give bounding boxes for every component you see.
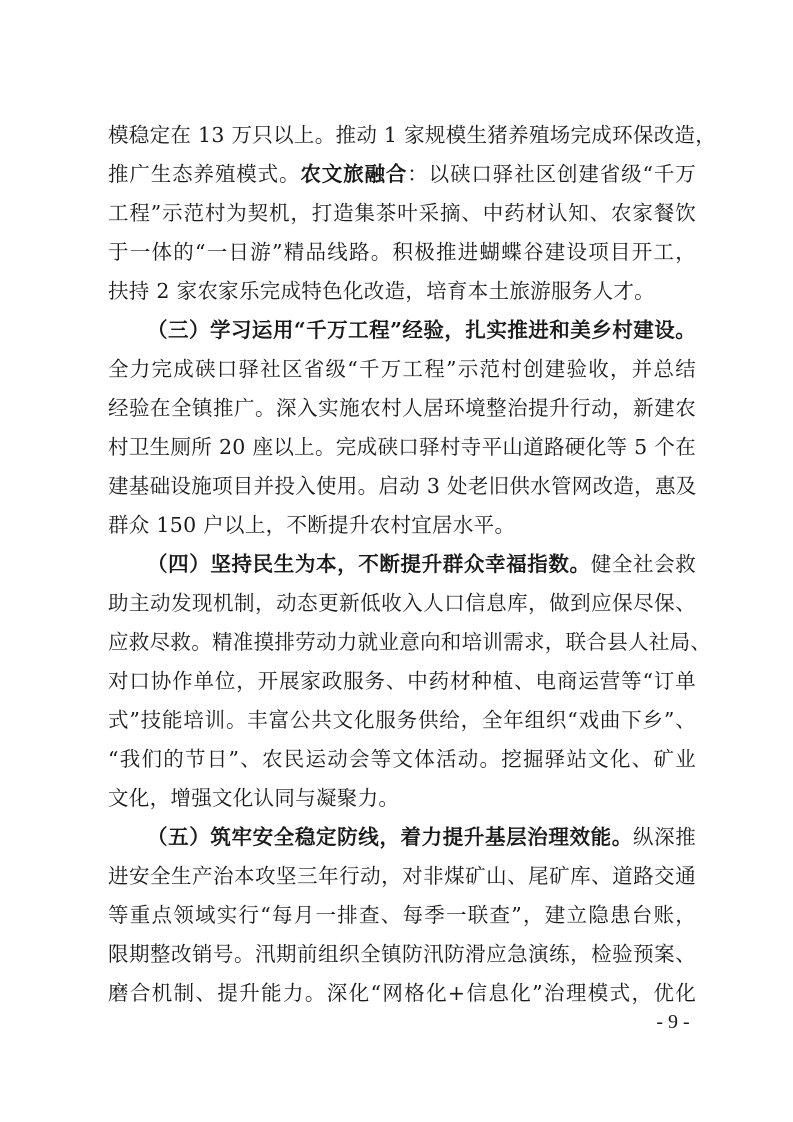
text-line: 全力完成硖口驿社区省级“千万工程”示范村创建验收，并总结	[108, 357, 696, 381]
text-line: 建基础设施项目并投入使用。启动 3 处老旧供水管网改造，惠及	[108, 474, 697, 498]
text-line: “我们的节日”、农民运动会等文体活动。挖掘驿站文化、矿业	[108, 747, 696, 771]
text-run: 纵深推	[632, 825, 696, 849]
text-line: 村卫生厕所 20 座以上。完成硖口驿村寺平山道路硬化等 5 个在	[108, 435, 696, 459]
text-line: 对口协作单位，开展家政服务、中药材种植、电商运营等“订单	[108, 669, 696, 693]
text-run: 推广生态养殖模式。	[108, 162, 301, 186]
section-heading-3	[147, 316, 696, 344]
page-number: - 9 -	[656, 1011, 690, 1033]
text-line: 助主动发现机制，动态更新低收入人口信息库，做到应保尽保、	[108, 591, 696, 615]
text-line: 等重点领域实行“每月一排查、每季一联查”，建立隐患台账，	[108, 903, 696, 927]
text-run: ：以硖口驿社区创建省级“千万	[407, 162, 696, 186]
text-line: 扶持 2 家农家乐完成特色化改造，培育本土旅游服务人才。	[108, 279, 655, 303]
text-line: 磨合机制、提升能力。深化“网格化+信息化”治理模式，优化	[108, 981, 696, 1005]
section-heading-4	[147, 550, 696, 578]
bold-heading-run: 农文旅融合	[300, 162, 408, 186]
text-run: 健全社会救	[590, 552, 696, 576]
text-line: 进安全生产治本攻坚三年行动，对非煤矿山、尾矿库、道路交通	[108, 864, 696, 888]
text-line: 限期整改销号。汛期前组织全镇防汛防滑应急演练，检验预案、	[108, 942, 696, 966]
text-line: 经验在全镇推广。深入实施农村人居环境整治提升行动，新建农	[108, 396, 696, 420]
section-heading-5	[147, 823, 696, 851]
text-line: 工程”示范村为契机，打造集茶叶采摘、中药材认知、农家餐饮	[108, 201, 696, 225]
text-line: 模稳定在 13 万只以上。推动 1 家规模生猪养殖场完成环保改造，	[108, 123, 717, 147]
text-line	[108, 160, 696, 188]
text-line: 应救尽救。精准摸排劳动力就业意向和培训需求，联合县人社局、	[108, 630, 712, 654]
text-line: 式”技能培训。丰富公共文化服务供给，全年组织“戏曲下乡”、	[108, 708, 696, 732]
text-line: 于一体的“一日游”精品线路。积极推进蝴蝶谷建设项目开工，	[108, 240, 696, 264]
text-line: 文化，增强文化认同与凝聚力。	[108, 786, 400, 810]
bold-heading-run: （五）筑牢安全稳定防线，着力提升基层治理效能。	[147, 825, 633, 849]
bold-heading-run: （三）学习运用“千万工程”经验，扎实推进和美乡村建设。	[147, 318, 696, 342]
text-line: 群众 150 户以上，不断提升农村宜居水平。	[108, 513, 516, 537]
bold-heading-run: （四）坚持民生为本，不断提升群众幸福指数。	[147, 552, 591, 576]
